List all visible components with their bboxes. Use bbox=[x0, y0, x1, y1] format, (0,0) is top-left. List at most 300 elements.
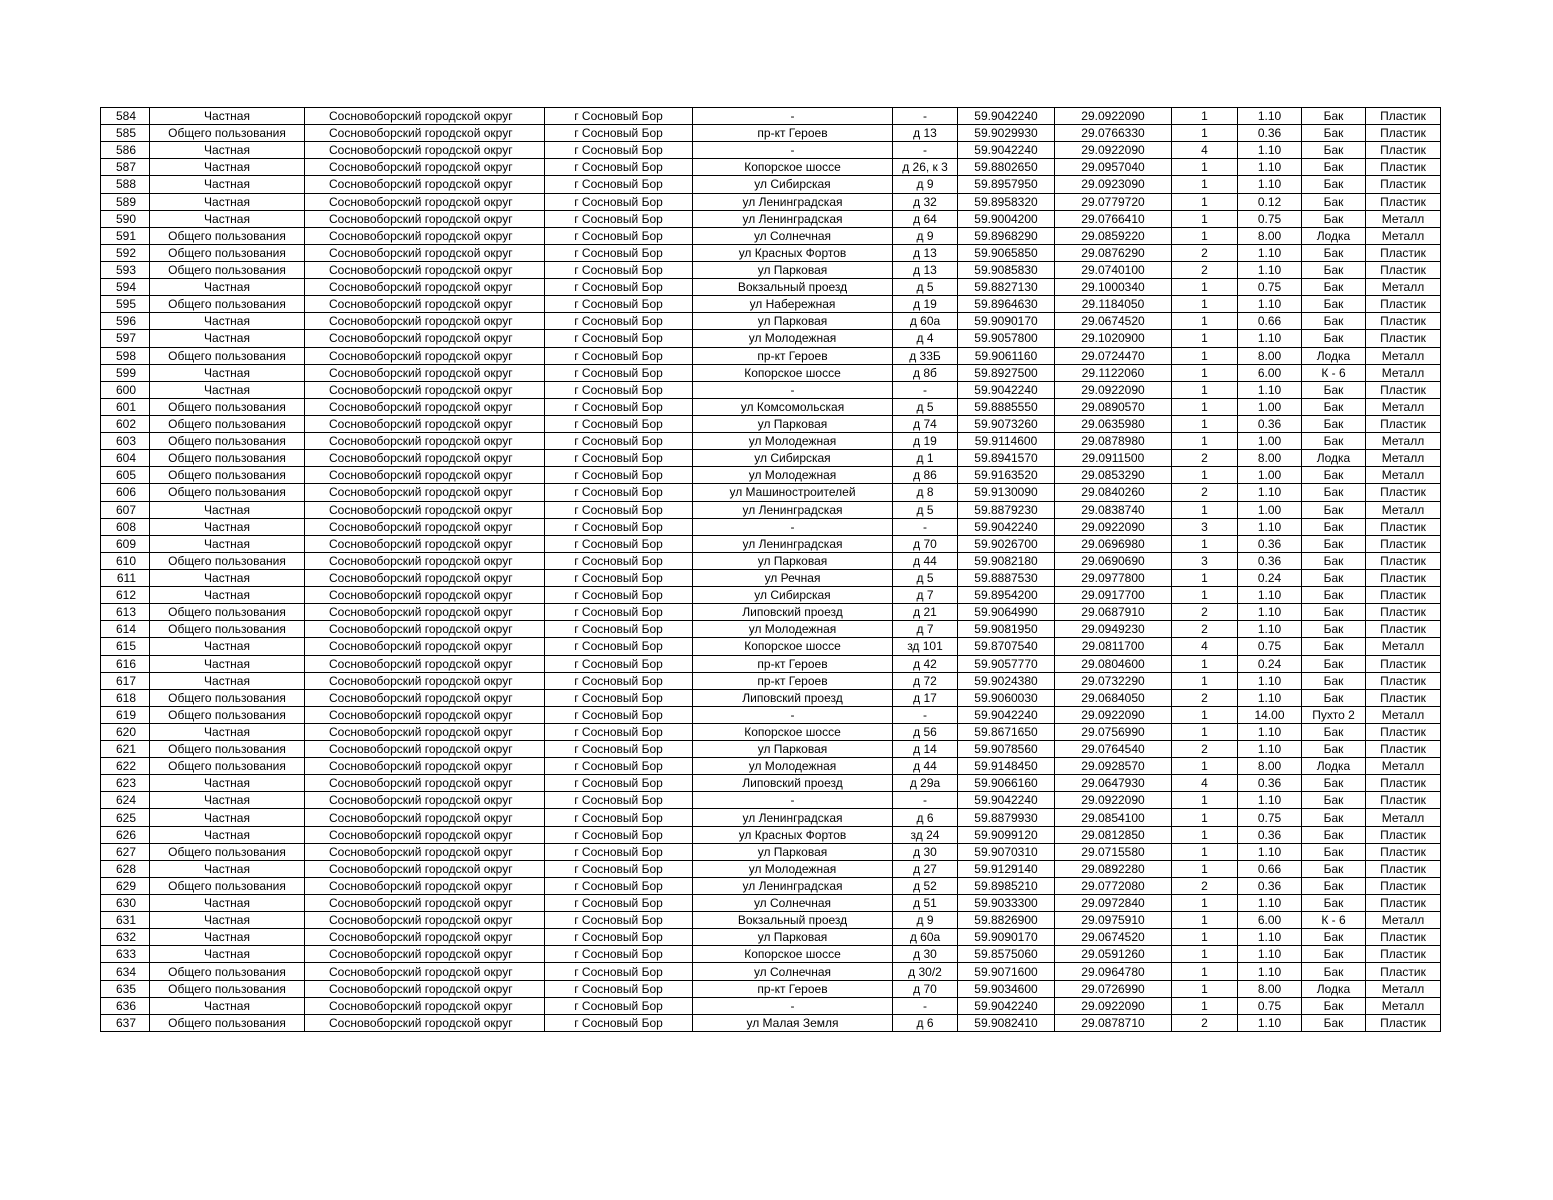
container-type-cell: Бак bbox=[1302, 142, 1366, 159]
street-cell: ул Набережная bbox=[693, 296, 893, 313]
volume-cell: 1.10 bbox=[1238, 946, 1302, 963]
street-cell: Липовский проезд bbox=[693, 775, 893, 792]
longitude-cell: 29.0766330 bbox=[1055, 125, 1172, 142]
house-cell: д 70 bbox=[893, 980, 958, 997]
latitude-cell: 59.9082410 bbox=[958, 1014, 1055, 1031]
district-cell: Сосновоборский городской округ bbox=[305, 330, 545, 347]
latitude-cell: 59.9042240 bbox=[958, 997, 1055, 1014]
latitude-cell: 59.9081950 bbox=[958, 621, 1055, 638]
latitude-cell: 59.8985210 bbox=[958, 877, 1055, 894]
house-cell: д 5 bbox=[893, 569, 958, 586]
table-row bbox=[101, 347, 1441, 364]
table-row bbox=[101, 946, 1441, 963]
container-count-cell: 2 bbox=[1172, 741, 1238, 758]
latitude-cell: 59.9029930 bbox=[958, 125, 1055, 142]
container-count-cell: 2 bbox=[1172, 604, 1238, 621]
house-cell: д 29а bbox=[893, 775, 958, 792]
street-cell: ул Речная bbox=[693, 569, 893, 586]
volume-cell: 0.66 bbox=[1238, 313, 1302, 330]
row-number-cell: 636 bbox=[101, 997, 150, 1014]
city-cell: г Сосновый Бор bbox=[545, 210, 693, 227]
longitude-cell: 29.0878710 bbox=[1055, 1014, 1172, 1031]
city-cell: г Сосновый Бор bbox=[545, 621, 693, 638]
longitude-cell: 29.0972840 bbox=[1055, 895, 1172, 912]
district-cell: Сосновоборский городской округ bbox=[305, 433, 545, 450]
latitude-cell: 59.9042240 bbox=[958, 518, 1055, 535]
material-cell: Пластик bbox=[1366, 518, 1441, 535]
street-cell: ул Сибирская bbox=[693, 587, 893, 604]
house-cell: д 17 bbox=[893, 689, 958, 706]
longitude-cell: 29.0854100 bbox=[1055, 809, 1172, 826]
material-cell: Пластик bbox=[1366, 1014, 1441, 1031]
container-type-cell: Лодка bbox=[1302, 980, 1366, 997]
house-cell: д 19 bbox=[893, 296, 958, 313]
container-type-cell: Бак bbox=[1302, 518, 1366, 535]
longitude-cell: 29.0876290 bbox=[1055, 244, 1172, 261]
row-number-cell: 632 bbox=[101, 929, 150, 946]
volume-cell: 0.75 bbox=[1238, 809, 1302, 826]
house-cell: зд 101 bbox=[893, 638, 958, 655]
street-cell: ул Ленинградская bbox=[693, 877, 893, 894]
city-cell: г Сосновый Бор bbox=[545, 398, 693, 415]
volume-cell: 1.00 bbox=[1238, 398, 1302, 415]
row-number-cell: 609 bbox=[101, 535, 150, 552]
table-row bbox=[101, 1014, 1441, 1031]
volume-cell: 0.66 bbox=[1238, 860, 1302, 877]
city-cell: г Сосновый Бор bbox=[545, 946, 693, 963]
latitude-cell: 59.9114600 bbox=[958, 433, 1055, 450]
container-type-cell: Пухто 2 bbox=[1302, 706, 1366, 723]
material-cell: Пластик bbox=[1366, 843, 1441, 860]
material-cell: Пластик bbox=[1366, 313, 1441, 330]
city-cell: г Сосновый Бор bbox=[545, 518, 693, 535]
street-cell: ул Молодежная bbox=[693, 433, 893, 450]
latitude-cell: 59.9130090 bbox=[958, 484, 1055, 501]
longitude-cell: 29.0923090 bbox=[1055, 176, 1172, 193]
house-cell: д 33Б bbox=[893, 347, 958, 364]
street-cell: ул Сибирская bbox=[693, 450, 893, 467]
volume-cell: 0.36 bbox=[1238, 775, 1302, 792]
city-cell: г Сосновый Бор bbox=[545, 895, 693, 912]
ownership-cell: Общего пользования bbox=[150, 963, 305, 980]
ownership-cell: Частная bbox=[150, 929, 305, 946]
table-row bbox=[101, 980, 1441, 997]
city-cell: г Сосновый Бор bbox=[545, 809, 693, 826]
container-count-cell: 4 bbox=[1172, 638, 1238, 655]
ownership-cell: Частная bbox=[150, 142, 305, 159]
city-cell: г Сосновый Бор bbox=[545, 929, 693, 946]
ownership-cell: Частная bbox=[150, 364, 305, 381]
row-number-cell: 598 bbox=[101, 347, 150, 364]
latitude-cell: 59.9090170 bbox=[958, 929, 1055, 946]
house-cell: д 1 bbox=[893, 450, 958, 467]
material-cell: Пластик bbox=[1366, 792, 1441, 809]
city-cell: г Сосновый Бор bbox=[545, 381, 693, 398]
volume-cell: 0.24 bbox=[1238, 569, 1302, 586]
container-type-cell: Бак bbox=[1302, 621, 1366, 638]
latitude-cell: 59.9148450 bbox=[958, 758, 1055, 775]
row-number-cell: 594 bbox=[101, 279, 150, 296]
city-cell: г Сосновый Бор bbox=[545, 227, 693, 244]
house-cell: д 6 bbox=[893, 809, 958, 826]
longitude-cell: 29.1000340 bbox=[1055, 279, 1172, 296]
longitude-cell: 29.0812850 bbox=[1055, 826, 1172, 843]
table-row bbox=[101, 587, 1441, 604]
house-cell: д 72 bbox=[893, 672, 958, 689]
house-cell: д 26, к 3 bbox=[893, 159, 958, 176]
city-cell: г Сосновый Бор bbox=[545, 313, 693, 330]
longitude-cell: 29.0674520 bbox=[1055, 929, 1172, 946]
ownership-cell: Частная bbox=[150, 210, 305, 227]
house-cell: - bbox=[893, 706, 958, 723]
street-cell: - bbox=[693, 142, 893, 159]
container-type-cell: Бак bbox=[1302, 467, 1366, 484]
house-cell: д 5 bbox=[893, 501, 958, 518]
ownership-cell: Частная bbox=[150, 997, 305, 1014]
table-row bbox=[101, 621, 1441, 638]
table-row bbox=[101, 313, 1441, 330]
volume-cell: 1.10 bbox=[1238, 929, 1302, 946]
container-count-cell: 1 bbox=[1172, 176, 1238, 193]
longitude-cell: 29.0696980 bbox=[1055, 535, 1172, 552]
container-type-cell: К - 6 bbox=[1302, 912, 1366, 929]
city-cell: г Сосновый Бор bbox=[545, 843, 693, 860]
container-count-cell: 2 bbox=[1172, 621, 1238, 638]
material-cell: Металл bbox=[1366, 433, 1441, 450]
container-type-cell: Бак bbox=[1302, 193, 1366, 210]
latitude-cell: 59.8941570 bbox=[958, 450, 1055, 467]
container-type-cell: Бак bbox=[1302, 587, 1366, 604]
ownership-cell: Частная bbox=[150, 860, 305, 877]
container-type-cell: К - 6 bbox=[1302, 364, 1366, 381]
ownership-cell: Частная bbox=[150, 895, 305, 912]
table-row bbox=[101, 552, 1441, 569]
volume-cell: 8.00 bbox=[1238, 758, 1302, 775]
ownership-cell: Частная bbox=[150, 159, 305, 176]
district-cell: Сосновоборский городской округ bbox=[305, 261, 545, 278]
latitude-cell: 59.8879230 bbox=[958, 501, 1055, 518]
material-cell: Пластик bbox=[1366, 621, 1441, 638]
row-number-cell: 605 bbox=[101, 467, 150, 484]
volume-cell: 8.00 bbox=[1238, 347, 1302, 364]
volume-cell: 1.00 bbox=[1238, 501, 1302, 518]
row-number-cell: 602 bbox=[101, 415, 150, 432]
street-cell: - bbox=[693, 706, 893, 723]
row-number-cell: 625 bbox=[101, 809, 150, 826]
container-count-cell: 1 bbox=[1172, 125, 1238, 142]
material-cell: Пластик bbox=[1366, 552, 1441, 569]
container-type-cell: Бак bbox=[1302, 638, 1366, 655]
volume-cell: 1.10 bbox=[1238, 176, 1302, 193]
ownership-cell: Общего пользования bbox=[150, 347, 305, 364]
container-type-cell: Лодка bbox=[1302, 450, 1366, 467]
material-cell: Пластик bbox=[1366, 655, 1441, 672]
table-row bbox=[101, 706, 1441, 723]
district-cell: Сосновоборский городской округ bbox=[305, 398, 545, 415]
container-count-cell: 2 bbox=[1172, 450, 1238, 467]
longitude-cell: 29.0715580 bbox=[1055, 843, 1172, 860]
material-cell: Пластик bbox=[1366, 244, 1441, 261]
material-cell: Металл bbox=[1366, 279, 1441, 296]
volume-cell: 1.10 bbox=[1238, 723, 1302, 740]
table-row bbox=[101, 638, 1441, 655]
longitude-cell: 29.0684050 bbox=[1055, 689, 1172, 706]
table-row bbox=[101, 210, 1441, 227]
ownership-cell: Общего пользования bbox=[150, 843, 305, 860]
table-row bbox=[101, 398, 1441, 415]
volume-cell: 1.10 bbox=[1238, 330, 1302, 347]
container-count-cell: 1 bbox=[1172, 655, 1238, 672]
street-cell: Копорское шоссе bbox=[693, 638, 893, 655]
street-cell: ул Молодежная bbox=[693, 758, 893, 775]
material-cell: Пластик bbox=[1366, 604, 1441, 621]
city-cell: г Сосновый Бор bbox=[545, 980, 693, 997]
city-cell: г Сосновый Бор bbox=[545, 450, 693, 467]
container-count-cell: 1 bbox=[1172, 843, 1238, 860]
container-count-cell: 1 bbox=[1172, 980, 1238, 997]
volume-cell: 0.36 bbox=[1238, 552, 1302, 569]
material-cell: Металл bbox=[1366, 501, 1441, 518]
material-cell: Пластик bbox=[1366, 193, 1441, 210]
container-type-cell: Бак bbox=[1302, 261, 1366, 278]
material-cell: Металл bbox=[1366, 980, 1441, 997]
material-cell: Металл bbox=[1366, 997, 1441, 1014]
ownership-cell: Частная bbox=[150, 279, 305, 296]
table-row bbox=[101, 655, 1441, 672]
volume-cell: 0.36 bbox=[1238, 535, 1302, 552]
volume-cell: 1.10 bbox=[1238, 672, 1302, 689]
volume-cell: 1.10 bbox=[1238, 244, 1302, 261]
latitude-cell: 59.9034600 bbox=[958, 980, 1055, 997]
container-count-cell: 4 bbox=[1172, 775, 1238, 792]
district-cell: Сосновоборский городской округ bbox=[305, 279, 545, 296]
house-cell: д 27 bbox=[893, 860, 958, 877]
district-cell: Сосновоборский городской округ bbox=[305, 775, 545, 792]
container-type-cell: Бак bbox=[1302, 244, 1366, 261]
longitude-cell: 29.0922090 bbox=[1055, 142, 1172, 159]
latitude-cell: 59.9090170 bbox=[958, 313, 1055, 330]
row-number-cell: 626 bbox=[101, 826, 150, 843]
district-cell: Сосновоборский городской округ bbox=[305, 467, 545, 484]
longitude-cell: 29.1122060 bbox=[1055, 364, 1172, 381]
row-number-cell: 588 bbox=[101, 176, 150, 193]
data-table bbox=[100, 107, 1441, 1032]
container-count-cell: 2 bbox=[1172, 484, 1238, 501]
latitude-cell: 59.8671650 bbox=[958, 723, 1055, 740]
city-cell: г Сосновый Бор bbox=[545, 261, 693, 278]
table-row bbox=[101, 843, 1441, 860]
latitude-cell: 59.9042240 bbox=[958, 706, 1055, 723]
district-cell: Сосновоборский городской округ bbox=[305, 569, 545, 586]
district-cell: Сосновоборский городской округ bbox=[305, 535, 545, 552]
volume-cell: 0.75 bbox=[1238, 997, 1302, 1014]
volume-cell: 1.00 bbox=[1238, 467, 1302, 484]
material-cell: Пластик bbox=[1366, 142, 1441, 159]
ownership-cell: Общего пользования bbox=[150, 296, 305, 313]
row-number-cell: 619 bbox=[101, 706, 150, 723]
district-cell: Сосновоборский городской округ bbox=[305, 193, 545, 210]
container-type-cell: Бак bbox=[1302, 775, 1366, 792]
city-cell: г Сосновый Бор bbox=[545, 433, 693, 450]
longitude-cell: 29.0922090 bbox=[1055, 381, 1172, 398]
street-cell: ул Парковая bbox=[693, 552, 893, 569]
district-cell: Сосновоборский городской округ bbox=[305, 159, 545, 176]
latitude-cell: 59.8827130 bbox=[958, 279, 1055, 296]
row-number-cell: 597 bbox=[101, 330, 150, 347]
street-cell: ул Солнечная bbox=[693, 895, 893, 912]
latitude-cell: 59.8575060 bbox=[958, 946, 1055, 963]
district-cell: Сосновоборский городской округ bbox=[305, 741, 545, 758]
container-type-cell: Бак bbox=[1302, 860, 1366, 877]
longitude-cell: 29.0764540 bbox=[1055, 741, 1172, 758]
house-cell: д 42 bbox=[893, 655, 958, 672]
container-count-cell: 1 bbox=[1172, 826, 1238, 843]
table-row bbox=[101, 518, 1441, 535]
container-type-cell: Лодка bbox=[1302, 227, 1366, 244]
city-cell: г Сосновый Бор bbox=[545, 912, 693, 929]
table-row bbox=[101, 860, 1441, 877]
district-cell: Сосновоборский городской округ bbox=[305, 655, 545, 672]
city-cell: г Сосновый Бор bbox=[545, 758, 693, 775]
longitude-cell: 29.0922090 bbox=[1055, 518, 1172, 535]
city-cell: г Сосновый Бор bbox=[545, 108, 693, 125]
street-cell: ул Ленинградская bbox=[693, 501, 893, 518]
volume-cell: 0.24 bbox=[1238, 655, 1302, 672]
house-cell: д 64 bbox=[893, 210, 958, 227]
container-type-cell: Бак bbox=[1302, 501, 1366, 518]
district-cell: Сосновоборский городской округ bbox=[305, 997, 545, 1014]
street-cell: - bbox=[693, 792, 893, 809]
district-cell: Сосновоборский городской округ bbox=[305, 929, 545, 946]
house-cell: д 9 bbox=[893, 227, 958, 244]
row-number-cell: 593 bbox=[101, 261, 150, 278]
house-cell: д 44 bbox=[893, 552, 958, 569]
material-cell: Металл bbox=[1366, 450, 1441, 467]
table-row bbox=[101, 159, 1441, 176]
longitude-cell: 29.0878980 bbox=[1055, 433, 1172, 450]
table-row bbox=[101, 330, 1441, 347]
ownership-cell: Общего пользования bbox=[150, 758, 305, 775]
district-cell: Сосновоборский городской округ bbox=[305, 809, 545, 826]
house-cell: д 8 bbox=[893, 484, 958, 501]
longitude-cell: 29.0853290 bbox=[1055, 467, 1172, 484]
material-cell: Пластик bbox=[1366, 159, 1441, 176]
street-cell: ул Парковая bbox=[693, 843, 893, 860]
city-cell: г Сосновый Бор bbox=[545, 741, 693, 758]
ownership-cell: Общего пользования bbox=[150, 980, 305, 997]
district-cell: Сосновоборский городской округ bbox=[305, 552, 545, 569]
material-cell: Пластик bbox=[1366, 895, 1441, 912]
street-cell: Копорское шоссе bbox=[693, 364, 893, 381]
street-cell: ул Машиностроителей bbox=[693, 484, 893, 501]
row-number-cell: 624 bbox=[101, 792, 150, 809]
ownership-cell: Общего пользования bbox=[150, 450, 305, 467]
row-number-cell: 587 bbox=[101, 159, 150, 176]
latitude-cell: 59.9060030 bbox=[958, 689, 1055, 706]
container-count-cell: 1 bbox=[1172, 895, 1238, 912]
latitude-cell: 59.8707540 bbox=[958, 638, 1055, 655]
container-count-cell: 1 bbox=[1172, 501, 1238, 518]
volume-cell: 0.36 bbox=[1238, 415, 1302, 432]
longitude-cell: 29.0804600 bbox=[1055, 655, 1172, 672]
container-count-cell: 1 bbox=[1172, 433, 1238, 450]
house-cell: д 7 bbox=[893, 587, 958, 604]
row-number-cell: 635 bbox=[101, 980, 150, 997]
container-type-cell: Бак bbox=[1302, 792, 1366, 809]
district-cell: Сосновоборский городской округ bbox=[305, 381, 545, 398]
ownership-cell: Общего пользования bbox=[150, 1014, 305, 1031]
house-cell: - bbox=[893, 997, 958, 1014]
container-type-cell: Бак bbox=[1302, 843, 1366, 860]
table-row bbox=[101, 261, 1441, 278]
district-cell: Сосновоборский городской округ bbox=[305, 313, 545, 330]
ownership-cell: Общего пользования bbox=[150, 244, 305, 261]
ownership-cell: Общего пользования bbox=[150, 741, 305, 758]
row-number-cell: 616 bbox=[101, 655, 150, 672]
house-cell: д 13 bbox=[893, 244, 958, 261]
street-cell: Копорское шоссе bbox=[693, 159, 893, 176]
district-cell: Сосновоборский городской округ bbox=[305, 689, 545, 706]
street-cell: ул Красных Фортов bbox=[693, 244, 893, 261]
volume-cell: 1.10 bbox=[1238, 484, 1302, 501]
latitude-cell: 59.9163520 bbox=[958, 467, 1055, 484]
ownership-cell: Частная bbox=[150, 809, 305, 826]
container-type-cell: Бак bbox=[1302, 1014, 1366, 1031]
ownership-cell: Частная bbox=[150, 587, 305, 604]
table-row bbox=[101, 895, 1441, 912]
container-count-cell: 1 bbox=[1172, 929, 1238, 946]
material-cell: Металл bbox=[1366, 347, 1441, 364]
table-row bbox=[101, 929, 1441, 946]
table-row bbox=[101, 125, 1441, 142]
city-cell: г Сосновый Бор bbox=[545, 638, 693, 655]
latitude-cell: 59.8887530 bbox=[958, 569, 1055, 586]
container-count-cell: 1 bbox=[1172, 758, 1238, 775]
longitude-cell: 29.0732290 bbox=[1055, 672, 1172, 689]
city-cell: г Сосновый Бор bbox=[545, 279, 693, 296]
ownership-cell: Общего пользования bbox=[150, 552, 305, 569]
container-type-cell: Бак bbox=[1302, 997, 1366, 1014]
longitude-cell: 29.0647930 bbox=[1055, 775, 1172, 792]
row-number-cell: 607 bbox=[101, 501, 150, 518]
container-type-cell: Бак bbox=[1302, 330, 1366, 347]
city-cell: г Сосновый Бор bbox=[545, 706, 693, 723]
longitude-cell: 29.0724470 bbox=[1055, 347, 1172, 364]
container-count-cell: 1 bbox=[1172, 467, 1238, 484]
container-type-cell: Бак bbox=[1302, 877, 1366, 894]
container-count-cell: 1 bbox=[1172, 296, 1238, 313]
longitude-cell: 29.0928570 bbox=[1055, 758, 1172, 775]
latitude-cell: 59.9033300 bbox=[958, 895, 1055, 912]
street-cell: ул Ленинградская bbox=[693, 809, 893, 826]
material-cell: Пластик bbox=[1366, 108, 1441, 125]
street-cell: ул Ленинградская bbox=[693, 535, 893, 552]
ownership-cell: Частная bbox=[150, 330, 305, 347]
material-cell: Металл bbox=[1366, 364, 1441, 381]
city-cell: г Сосновый Бор bbox=[545, 587, 693, 604]
material-cell: Металл bbox=[1366, 706, 1441, 723]
district-cell: Сосновоборский городской округ bbox=[305, 227, 545, 244]
container-count-cell: 1 bbox=[1172, 946, 1238, 963]
street-cell: ул Парковая bbox=[693, 313, 893, 330]
ownership-cell: Общего пользования bbox=[150, 467, 305, 484]
table-row bbox=[101, 381, 1441, 398]
row-number-cell: 592 bbox=[101, 244, 150, 261]
container-count-cell: 1 bbox=[1172, 279, 1238, 296]
ownership-cell: Частная bbox=[150, 569, 305, 586]
latitude-cell: 59.8968290 bbox=[958, 227, 1055, 244]
district-cell: Сосновоборский городской округ bbox=[305, 108, 545, 125]
